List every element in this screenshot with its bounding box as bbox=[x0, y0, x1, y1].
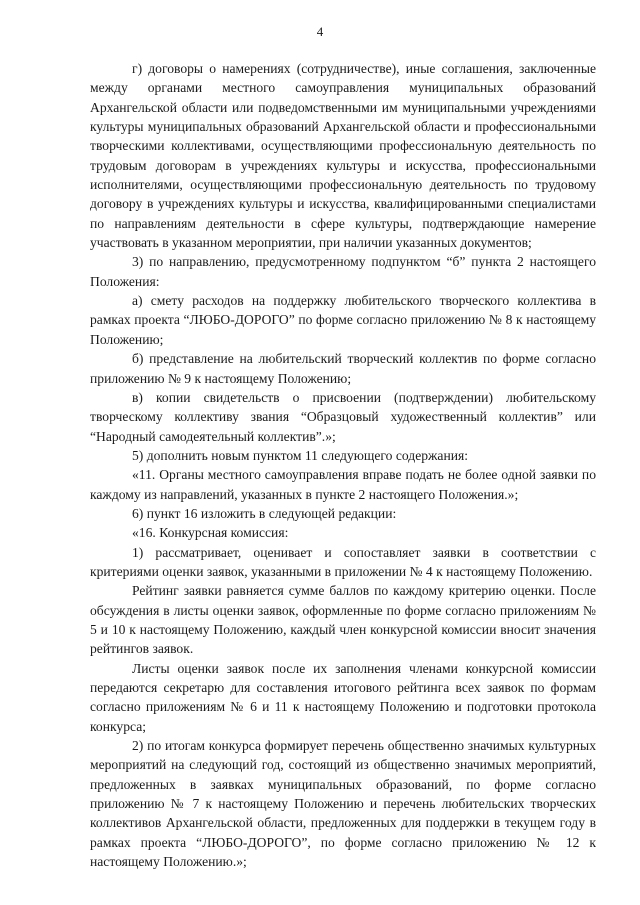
page-number: 4 bbox=[316, 24, 324, 39]
paragraph-rating-rule: Рейтинг заявки равняется сумме баллов по каждому критерию оценки. После обсуждения в листы оценки заявок, оформленные по форме согласно приложениям № 5 и 10 к настоящему Положению, каждый член конкурсной комиссии вносит значения рейтингов заявок. bbox=[90, 583, 596, 657]
paragraph-item-5-add-point-11: 5) дополнить новым пунктом 11 следующего содержания: bbox=[132, 447, 469, 463]
paragraph-commission-item-1: 1) рассматривает, оценивает и сопоставляет заявки в соответствии с критериями оценки заявок, указанными в приложении № 4 к настоящему Положению. bbox=[90, 544, 596, 579]
paragraph-point-16-heading: «16. Конкурсная комиссия: bbox=[132, 525, 289, 541]
paragraph-evaluation-sheets: Листы оценки заявок после их заполнения членами конкурсной комиссии передаются секретарю для составления итогового рейтинга всех заявок по формам согласно приложениям № 6 и 11 к настоящему Положению и подготовки протокола конкурса; bbox=[90, 660, 596, 734]
paragraph-item-b-representation: б) представление на любительский творческий коллектив по форме согласно приложению № 9 к настоящему Положению; bbox=[90, 351, 596, 386]
paragraph-item-3-direction-b: 3) по направлению, предусмотренному подпунктом “б” пункта 2 настоящего Положения: bbox=[90, 254, 596, 289]
paragraph-item-6-point-16: 6) пункт 16 изложить в следующей редакции: bbox=[132, 505, 397, 521]
paragraph-item-a-budget: а) смету расходов на поддержку любительского творческого коллектива в рамках проекта “ЛЮБО-ДОРОГО” по форме согласно приложению № 8 к настоящему Положению; bbox=[90, 293, 596, 347]
paragraph-point-11-text: «11. Органы местного самоуправления вправе подать не более одной заявки по каждому из направлений, указанных в пункте 2 настоящего Положения.»; bbox=[90, 467, 596, 502]
paragraph-commission-item-2: 2) по итогам конкурса формирует перечень общественно значимых культурных мероприятий на следующий год, состоящий из общественно значимых мероприятий, предложенных в заявках муниципальных образований, по форме согласно приложению № 7 к настоящему Положению и перечень любительских творческих коллективов Архангельской области, предложенных для поддержки в текущем году в рамках проекта “ЛЮБО-ДОРОГО”, по форме согласно приложению № 12 к настоящему Положению.»; bbox=[90, 738, 596, 870]
paragraph-item-v-certificates: в) копии свидетельств о присвоении (подтверждении) любительскому творческому коллективу звания “Образцовый художественный коллектив” или “Народный самодеятельный коллектив”.»; bbox=[90, 389, 596, 444]
document-body bbox=[90, 59, 596, 871]
paragraph-item-g-agreements: г) договоры о намерениях (сотрудничестве), иные соглашения, заключенные между органами местного самоуправления муниципальных образований Архангельской области или подведомственными им муниципальными учреждениями культуры муниципальных образований Архангельской области и профессиональными творческими коллективами, осуществляющими профессиональную деятельность по трудовым договорам в учреждениях культуры и искусства, профессиональными исполнителями, осуществляющими профессиональную деятельность по трудовому договору в учреждениях культуры и искусства, квалифицированными специалистами по направлениям деятельности в сфере культуры, подтверждающие намерение участвовать в указанном мероприятии, при наличии указанных документов; bbox=[90, 61, 596, 251]
